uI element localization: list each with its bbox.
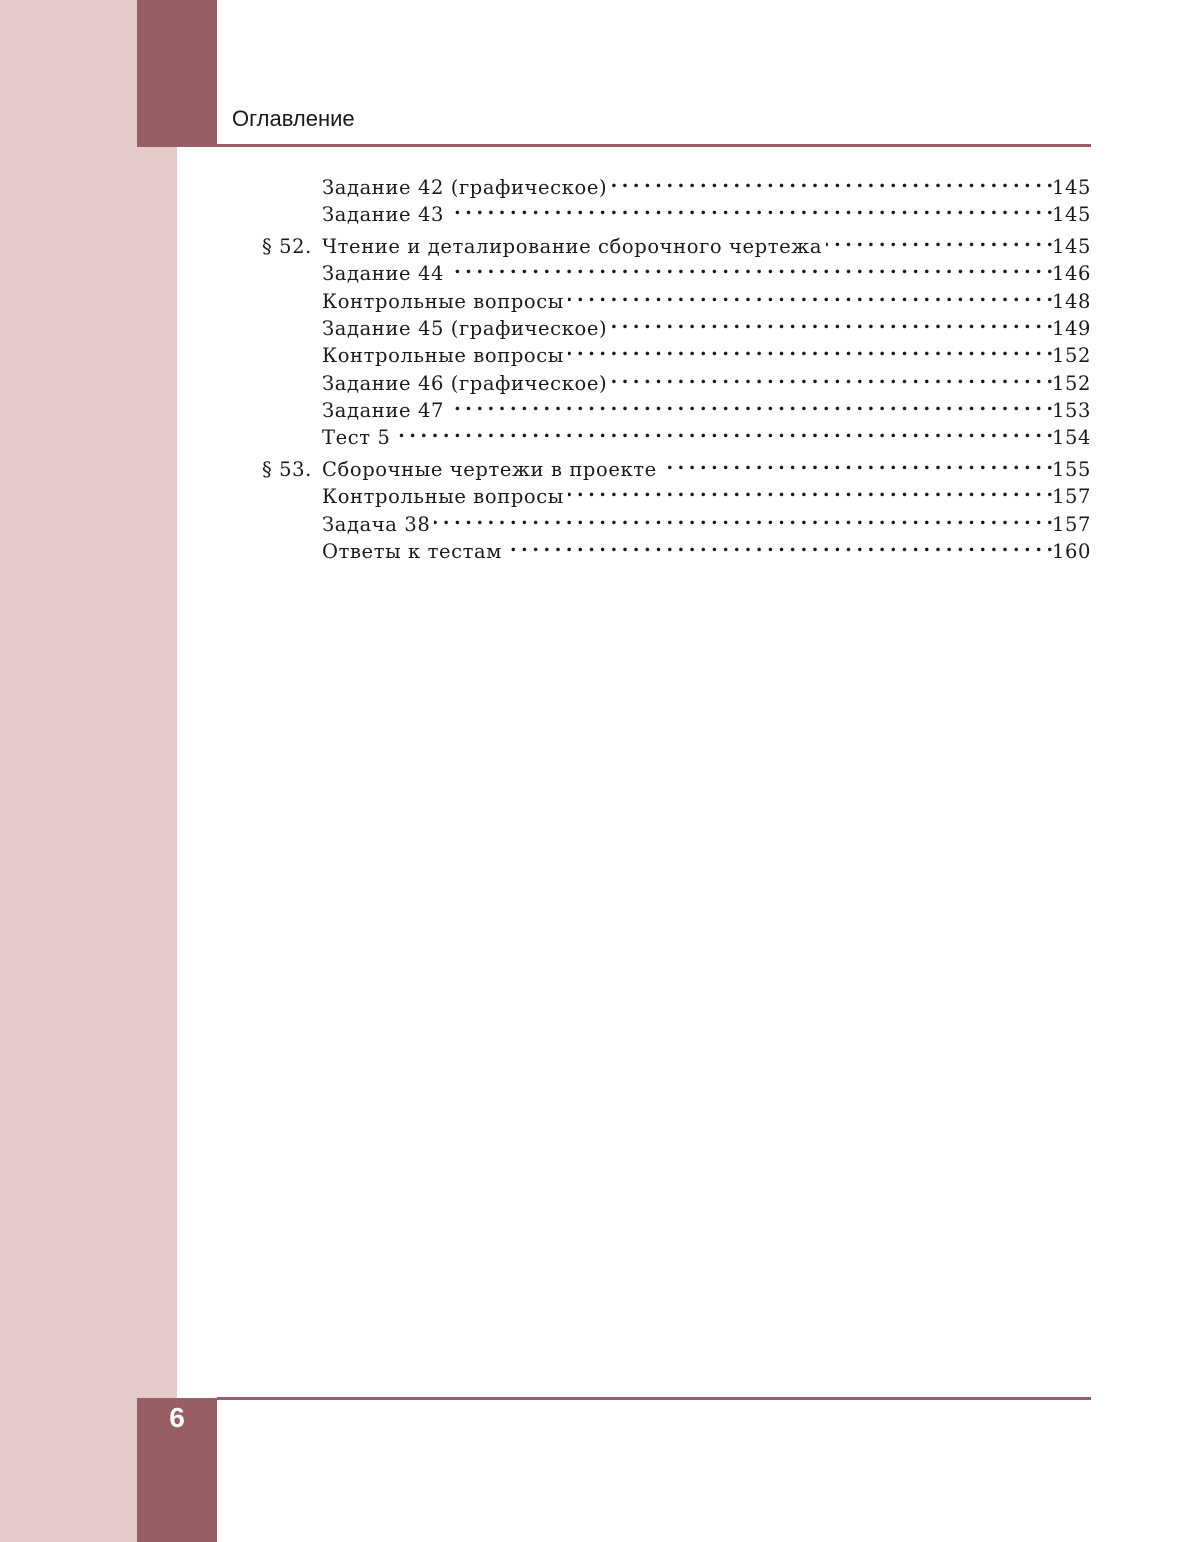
toc-entry [262,390,1091,422]
toc-dot-leader [568,335,1052,362]
toc-entry [262,226,1091,259]
side-margin-band [0,0,177,1542]
toc-entry-title: Задание 43 [322,203,444,227]
toc-entry [262,504,1091,536]
toc-entry-title: Задание 45 (графическое) [322,316,608,340]
toc-entry-title: Контрольные вопросы [322,344,564,368]
toc-page-number: 148 [1051,289,1091,313]
toc-dot-leader [611,167,1052,194]
toc-entry [262,308,1091,340]
toc-entry-title: Ответы к тестам [322,539,503,563]
toc-page-number: 152 [1051,344,1091,368]
toc-dot-leader [448,253,1052,280]
toc-page-number: 146 [1051,262,1091,286]
toc-dot-leader [568,281,1052,308]
toc-dot-leader [611,363,1052,390]
toc-entry [262,476,1091,509]
toc-entry-title: Задание 47 [322,398,444,422]
toc-dot-leader [394,417,1052,444]
toc-entry-title: Чтение и деталирование сборочного чертежа [322,235,823,259]
toc-entry [262,363,1091,395]
toc-entry-title: Сборочные чертежи в проекте [322,457,657,481]
toc-page-number: 145 [1051,235,1091,259]
toc-dot-leader [506,531,1052,558]
toc-entry-title: Задача 38 [322,512,431,536]
header-rule [217,144,1091,147]
toc-entry [262,417,1091,450]
toc-entry-title: Контрольные вопросы [322,289,564,313]
toc-entry [262,335,1091,368]
toc-dot-leader [448,390,1052,417]
toc-page-number: 149 [1051,316,1091,340]
toc-page-number: 160 [1051,539,1091,563]
toc-entry [262,194,1091,227]
toc-entry-title: Задание 42 (графическое) [322,176,608,199]
toc-page-number: 155 [1051,457,1091,481]
toc-dot-leader [448,194,1052,221]
toc-entry-title: Контрольные вопросы [322,485,564,509]
toc-dot-leader [434,504,1052,531]
toc-entry [262,281,1091,313]
toc-page-number: 157 [1051,512,1091,536]
toc-entry [262,449,1091,481]
toc-dot-leader [611,308,1052,335]
toc-page-number: 152 [1051,371,1091,395]
toc-entry-title: Задание 46 (графическое) [322,371,608,395]
running-header-title: Оглавление [232,106,355,131]
toc-page-number: 145 [1051,203,1091,227]
toc-dot-leader [826,226,1052,253]
toc-dot-leader [568,476,1052,503]
toc-page-number: 154 [1051,426,1091,450]
toc-section-number: § 53. [262,457,312,481]
toc-dot-leader [661,449,1052,476]
toc-entry-title: Задание 44 [322,262,444,286]
toc-entry [262,531,1091,563]
footer-rule [217,1397,1091,1400]
toc-entry-title: Тест 5 [322,426,391,450]
table-of-contents [262,167,1091,563]
toc-entry [262,253,1091,286]
toc-page-number: 145 [1051,176,1091,199]
toc-page-number: 153 [1051,398,1091,422]
toc-section-number: § 52. [262,235,312,259]
header-accent-block [137,0,217,147]
toc-page-number: 157 [1051,485,1091,509]
page-number: 6 [169,1402,185,1433]
toc-entry [262,167,1091,199]
